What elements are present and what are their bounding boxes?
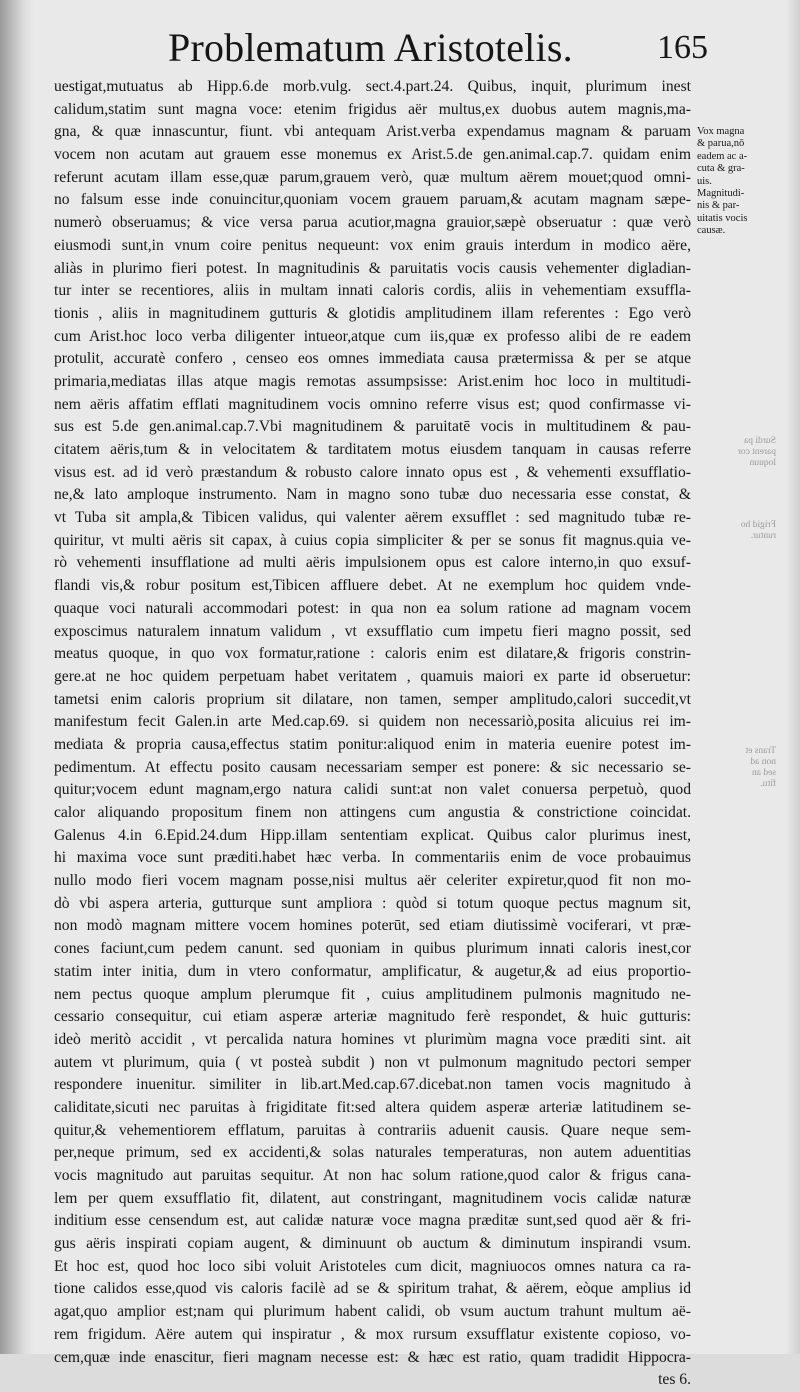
text-line: vocis magnitudo aut paruitas sequitur. At non hac solum ratione,quod calor & frigus cana- — [54, 1167, 691, 1184]
text-line: agat,quo amplior est;nam qui plurimum habent calidi, ob vsum auctum trahunt multum aë- — [54, 1303, 691, 1321]
text-line: respondere inuenitur. similiter in lib.art.Med.cap.67.dicebat.non tamen vocis magnitudo à — [54, 1076, 691, 1094]
bleed-through-line: sed an — [751, 768, 776, 778]
text-line: exposcimus naturalem innatum validum , vt exsufflatio cum impetu fieri magno possit, sed — [54, 622, 691, 640]
bleed-through-line: parent cor — [737, 447, 776, 457]
text-line: rò vehementi insufflatione ad multi aëris impulsionem opus est calore interno,in quo exsuf- — [54, 554, 691, 572]
text-line: primaria,mediatas illas atque magis remotas assumpsisse: Arist.enim hoc loco in multitudi- — [54, 372, 691, 390]
text-line: gus aëris inspirati copiam augent, & diminuunt ob auctum & diminutum inspirandi vsum. — [54, 1235, 691, 1253]
text-line: quaque voci naturali accommodari potest: in qua non ea solum ratione ad magnam vocem — [54, 599, 691, 617]
marginal-note-line: & parua,nō — [697, 138, 745, 150]
text-line: quitur;vocem edunt magnam,ergo natura calidi sunt:at non valet conuersa perpetuò, quod — [54, 781, 691, 799]
text-line: ne,& lato amploque instrumento. Nam in magno sono tubæ duo necessaria esse constat, & — [54, 486, 691, 504]
text-line: statim inter initia, dum in vtero conformatur, amplificatur, & augetur,& ad eius proportio- — [54, 962, 691, 980]
text-line: autem vt plurimum, quia ( vt posteà subdit ) non vt pulmonum magnitudo pectori semper — [54, 1053, 691, 1071]
marginal-note-line: Vox magna — [697, 126, 745, 137]
text-line: nem aëris affatim efflati magnitudinem vocis omnino referre visus est; quod confirmasse vi- — [54, 395, 691, 413]
text-line: protulit, accuratè confero , censeo eos omnes immediata causa prætermissa & per se atque — [54, 350, 691, 368]
bleed-through-line: non ad — [750, 757, 776, 767]
text-line: nem pectus quoque amplum plerumque fit , cuius amplitudinem pulmonis magnitudo ne- — [54, 985, 691, 1003]
text-line: uestigat,mutuatus ab Hipp.6.de morb.vulg. sect.4.part.24. Quibus, inquit, plurimum inest — [54, 78, 691, 95]
text-line: hi maxima voce sunt præditi.habet hæc verba. In commentariis enim de voce probauimus — [54, 849, 691, 867]
text-line: aliàs in plurimo fieri potest. In magnitudinis & paruitatis vocis causis vehementer digladian- — [54, 259, 691, 277]
text-line: cum Arist.hoc loco verba diligenter intueor,atque cum iis,quæ ex professo alibi de re eadem — [54, 327, 691, 345]
text-line: quiritur, vt multi aëris sit capax, à cuius copia simpliciter & per se sonus fit magnus.quia ve- — [54, 531, 691, 549]
marginal-note-line: uitatis vocis — [697, 212, 748, 224]
text-line: vocem non acutam aut grauem esse monemus ex Arist.5.de gen.animal.cap.7. quidam enim — [54, 146, 691, 164]
text-line: per,neque primum, sed ex accidenti,& solas naturales temperaturas, non autem aduentitias — [54, 1144, 691, 1162]
bleed-through-line: runtur. — [750, 531, 776, 541]
text-line: tionis , aliis in magnitudinem gutturis & glotidis amplitudinem illam referentes : Ego verò — [54, 304, 691, 322]
running-title: Problematum Aristotelis. — [168, 25, 573, 70]
text-line: tur inter se recentiores, aliis in multam innati caloris cordis, aliis in vehementiam exsuffla- — [54, 282, 691, 300]
bleed-through-line: Trans et — [745, 746, 776, 756]
text-line: sus est 5.de gen.animal.cap.7.Vbi magnitudinem & paruitatē vocis in multitudinem & pau- — [54, 418, 691, 436]
text-line: citatem aëris,tum & in velocitatem & tarditatem motus eiusdem tanquam in causas referre — [54, 441, 691, 458]
text-line: visus est. ad id verò præstandum & robusto calore innato opus est , & vehementi exsufflatio- — [54, 463, 691, 481]
text-line: calor aliquando propositum finem non attingens cum angustia & constrictione coincidat. — [54, 804, 691, 821]
text-line: tione calidos esse,quod vis caloris facilè ad se & spiritum trahat, & aërem, eòque amplius id — [54, 1280, 691, 1298]
main-text-block — [54, 76, 691, 1392]
marginal-note-line: uis. — [697, 175, 712, 187]
text-line: non modò magnam mittere vocem homines poterūt, sed etiam diutissimè vociferari, vt præ- — [54, 917, 691, 935]
text-line: quitur,& vehementiorem efflatum, paruitas à contrariis aduenit causis. Quare neque sem- — [54, 1121, 691, 1139]
text-line: manifestum fecit Galen.in arte Med.cap.69. si quidem non necessariò,posita alicuius rei im- — [54, 713, 691, 731]
page-header — [168, 24, 708, 72]
text-line: tametsi enim caloris proprium sit dilatare, non tamen, semper amplitudo,calori succedit,vt — [54, 690, 691, 708]
text-line: nullo modo fieri vocem magnam posse,nisi multus aër celeriter expiretur,quod fit non mo- — [54, 872, 691, 890]
bleed-through-line: Frigid ho — [740, 520, 776, 530]
text-line: cones faciunt,cum pedem canunt. sed quoniam in quibus plurimum innati caloris inest,cor — [54, 940, 691, 958]
text-line: calidum,statim sunt magna voce: etenim frigidus aër multus,ex duobus autem magnis,ma- — [54, 100, 691, 118]
text-line: lem per quem exsufflatio fit, dilatent, aut constringant, magnitudinem vocis calidæ naturæ — [54, 1189, 691, 1207]
text-line: gere.at ne hoc quidem perpetuam habet veritatem , quamuis maiori ex parte id obseruetur: — [54, 667, 691, 685]
text-line: cessario consequitur, cui etiam asperæ arteriæ magnitudo ferè respondet, & huic gutturis: — [54, 1008, 691, 1026]
marginal-note-line: cuta & gra- — [697, 163, 745, 175]
text-line: cem,quæ inde enascitur, fieri magnam necesse est: & hæc est ratio, quam tradidit Hippocra- — [54, 1348, 691, 1366]
text-line: pedimentum. At effectu posito causam necessariam semper est ponere: & sic necessario se- — [54, 758, 691, 776]
marginal-note-line: nis & par- — [697, 200, 740, 212]
text-line: referunt acutam illam esse,quæ parum,grauem verò, quæ multum aërem mouet;quod omni- — [54, 168, 691, 186]
text-line: ideò meritò accidit , vt percalida natura homines vt plurimùm magna voce præditi sint. ait — [54, 1030, 691, 1048]
text-line: mediata & propria causa,effectus statim ponitur:aliquod enim in materia euenire potest im- — [54, 735, 691, 753]
text-line: meatus quoque, in quo vox formatur,ratione : caloris enim est dilatare,& frigoris constrin- — [54, 645, 691, 663]
text-line: caliditate,sicuti nec paruitas à frigiditate fit:sed altera quidem asperæ arteriæ latitudinem se- — [54, 1098, 691, 1116]
bleed-through-line: loquun — [749, 458, 776, 468]
text-line: flandi vis,& robur positum est,Tibicen affluere debet. At ne exemplum hoc quidem vnde- — [54, 577, 691, 595]
marginal-note — [697, 126, 797, 238]
page-number: 165 — [657, 29, 708, 66]
bleed-through-upper — [706, 436, 776, 469]
text-line: eiusmodi sunt,in vnum coire penitus nequeunt: vox enim grauis interdum in modico aëre, — [54, 236, 691, 254]
bleed-through-line: fitu. — [760, 779, 776, 789]
text-line: numerò obseruamus; & vice versa parua acutior,magna grauior,sæpè obseruatur : quæ verò — [54, 214, 691, 232]
text-line: Et hoc est, quod hoc loco sibi voluit Aristoteles cum dicit, magniuocos omnes natura ca ra- — [54, 1257, 691, 1275]
text-line: inditium esse censendum est, aut calidæ naturæ voce magna præditæ sunt,sed quod aër & fri- — [54, 1212, 691, 1230]
text-line: tes 6. — [658, 1371, 691, 1389]
marginal-note-line: Magnitudi- — [697, 188, 745, 200]
text-line: dò vbi aspera arteria, gutturque sunt ampliora : quòd si totum quoque pectus magnum sit, — [54, 894, 691, 912]
bleed-through-middle — [706, 520, 776, 542]
bleed-through-lower — [706, 746, 776, 790]
text-line: rem frigidum. Aëre autem qui inspiratur , & mox rursum exsufflatur existente copioso, vo- — [54, 1325, 691, 1343]
text-line: vt Tuba sit ampla,& Tibicen validus, qui valenter aërem exsufflet : sed magnitudo tubæ re- — [54, 509, 691, 527]
marginal-note-line: causæ. — [697, 225, 726, 237]
marginal-note-line: eadem ac a- — [697, 150, 748, 162]
text-line: no falsum esse inde conuincitur,quoniam vocem grauem paruam,& acutam magnam sæpe- — [54, 191, 691, 209]
bleed-through-line: Surdi pa — [744, 436, 776, 446]
gutter-shadow — [0, 0, 34, 1354]
text-line: gna, & quæ innascuntur, fiunt. vbi antequam Arist.verba expendamus magnam & paruam — [54, 123, 691, 141]
text-line: Galenus 4.in 6.Epid.24.dum Hipp.illam sententiam explicat. Quibus calor plurimus inest, — [54, 826, 691, 844]
